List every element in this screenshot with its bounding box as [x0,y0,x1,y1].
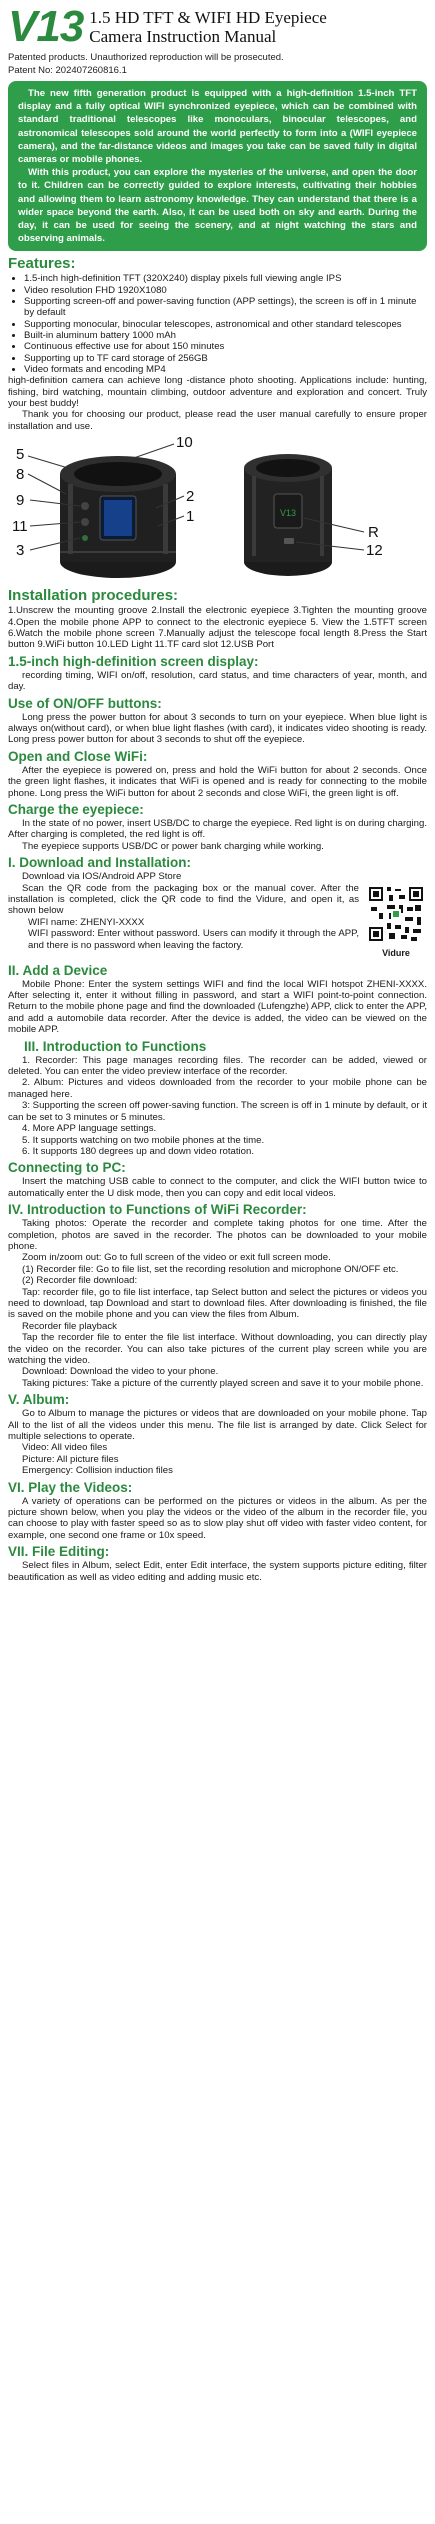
download-heading: I. Download and Installation: [8,855,192,871]
recorder-item: (1) Recorder file: Go to file list, set the recording resolution and microphone ON/OFF etc. [22,1263,399,1275]
qr-code-icon [367,885,425,943]
callout-r: R [368,524,379,542]
function-item: 6. It supports 180 degrees up and down video rotation. [22,1145,255,1157]
callout-2: 2 [186,488,195,506]
product-photos [8,434,427,584]
onoff-heading: Use of ON/OFF buttons: [8,695,162,711]
patent-number: Patent No: 202407260816.1 [8,65,127,76]
feature-item: • Video formats and encoding MP4 [24,364,427,375]
functions-heading: III. Introduction to Functions [24,1038,207,1054]
intro-paragraph-2: With this product, you can explore the mysteries of the universe, and open the door to it. Children can be correctly guided to explore interests, cultivating their hobbies and allowing them to learn astronomy knowledge. They can understand that there is a wider space beyond the earth. Also, it can be used both on sky and earth. During the day, it can be used for seeing the scenery, and at night watching the stars and observing animals. [18,167,417,245]
album-heading: V. Album: [8,1392,70,1408]
callout-12: 12 [366,542,383,560]
model-name: V13 [8,2,84,51]
qr-caption: Vidure [382,947,410,958]
installation-text: 1.Unscrew the mounting groove 2.Install the electronic eyepiece 3.Tighten the mounting groove 4.Open the mobile phone APP to connect to the electronic eyepiece 5. View the 1.5TFT screen 6.Watch the mobile phone screen 7.Manually adjust the telescope focal length 8.Press the Start button 9.WiFi button 10.LED Light 11.TF card slot 12.USB Port [8,605,427,651]
features-list [8,273,427,375]
wifi-heading: Open and Close WiFi: [8,748,148,764]
callout-3: 3 [16,542,25,560]
play-heading: VI. Play the Videos: [8,1479,133,1495]
download-line-2: Scan the QR code from the packaging box or the manual cover. After the installation is completed, click the QR code to find the Vidure, and open it, as shown below [8,882,359,917]
album-text: Go to Album to manage the pictures or videos that are downloaded on your mobile phone. Tap All to the list of all the videos under this menu. The file list is arranged by date. Click Select for multiple selections to operate. [8,1408,427,1443]
function-item: 2. Album: Pictures and videos downloaded from the recorder to your mobile phone can be managed here. [8,1077,427,1100]
recorder-item: Zoom in/zoom out: Go to full screen of the video or exit full screen mode. [22,1252,331,1264]
download-line-1: Download via IOS/Android APP Store [22,871,182,883]
album-item: Emergency: Collision induction files [22,1465,173,1477]
feature-item: • Supporting up to TF card storage of 256GB [24,353,427,364]
pc-heading: Connecting to PC: [8,1160,126,1176]
title-block [89,6,327,46]
recorder-item: Tap the recorder file to enter the file list interface. Without downloading, you can directly play the video on the recorder. You can also take pictures of the current play screen while you are watching the video. [8,1332,427,1367]
recorder-item: (2) Recorder file download: [22,1275,138,1287]
pc-text: Insert the matching USB cable to connect to the computer, and click the WIFI button twice to automatically enter the U disk mode, then you can copy and edit local videos. [8,1176,427,1199]
recorder-item: Recorder file playback [22,1320,117,1332]
features-heading: Features: [8,255,76,273]
play-text: A variety of operations can be performed on the pictures or videos in the album. As per the picture shown below, when you play the videos or the video of the album in the recorder file, you can choose to play with faster speed so as to slow play shut off video with faster video content, for example, one second one frame or 10x speed. [8,1495,427,1541]
wifi-text: After the eyepiece is powered on, press and hold the WiFi button for about 2 seconds. Once the green light flashes, it indicates that WiFi is opened and is ready for connecting to the mobile phone. Long press the WiFi button for about 2 seconds and close WiFi, the green light is off. [8,764,427,799]
callout-5: 5 [16,446,25,464]
patented-notice: Patented products. Unauthorized reproduction will be prosecuted. [8,52,284,63]
callout-9: 9 [16,492,25,510]
title-line-2: Camera Instruction Manual [89,27,277,46]
function-item: 4. More APP language settings. [22,1123,157,1135]
wifi-name-line: WIFI name: ZHENYI-XXXX [28,916,145,928]
wifi-recorder-heading: IV. Introduction to Functions of WiFi Recorder: [8,1202,307,1218]
header [8,2,427,51]
charge-heading: Charge the eyepiece: [8,802,144,818]
feature-item: • Video resolution FHD 1920X1080 [24,285,427,296]
callout-11: 11 [12,518,28,536]
intro-box [8,81,427,251]
thanks-text: Thank you for choosing our product, please read the user manual carefully to ensure proper installation and use. [8,409,427,432]
intro-paragraph-1: The new fifth generation product is equipped with a high-definition 1.5-inch TFT display and a fully optical WIFI synchronized eyepiece, which can be combined with standard traditional telescopes like monoculars, binocular telescopes, and astronomical telescopes sold around the world perfectly to form into a (WIFI eyepiece camera), and the far-distance videos and images you take can be saved fully in digital cameras or mobile phones. [18,88,417,166]
album-item: Picture: All picture files [22,1453,119,1465]
callout-1: 1 [186,508,195,526]
function-item: 5. It supports watching on two mobile phones at the time. [22,1134,265,1146]
installation-heading: Installation procedures: [8,587,179,605]
editing-heading: VII. File Editing: [8,1544,110,1560]
editing-text: Select files in Album, select Edit, enter Edit interface, the system supports picture editing, filter beautification as well as video editing and adding music etc. [8,1560,427,1583]
add-device-text: Mobile Phone: Enter the system settings WIFI and find the local WIFI hotspot ZHENI-XXXX. After selecting it, enter it without filling in password, and start a WIFI point-to-point connection. Return to the mobile phone page and find the downloaded (Lufengzhe) APP, click to enter the APP, and add a automobile data recorder. After the device is added, the video can be viewed on the mobile APP. [8,978,427,1036]
feature-item: • Built-in aluminum battery 1000 mAh [24,330,427,341]
onoff-text: Long press the power button for about 3 seconds to turn on your eyepiece. When blue light is always on(without card), or when blue light flashes (with card), it indicates video shooting is ready. Long press power button for about 3 seconds to shut off the eyepiece. [8,711,427,746]
eyepiece-side-photo [244,454,332,576]
callout-8: 8 [16,466,25,484]
recorder-item: Tap: recorder file, go to file list interface, tap Select button and select the pictures or videos you need to download, tap Download and start to download files. After downloading is finished, the file is saved on the mobile phone and you can view the files from Album. [8,1286,427,1321]
feature-item: • Continuous effective use for about 150 minutes [24,341,427,352]
add-device-heading: II. Add a Device [8,962,108,978]
display-heading: 1.5-inch high-definition screen display: [8,653,259,669]
function-item: 3: Supporting the screen off power-saving function. The screen is off in 1 minute by default, or it can be set to 3 minutes or 5 minutes. [8,1100,427,1123]
features-extra: high-definition camera can achieve long -distance photo shooting. Applications include: hunting, fishing, bird watching, mountain climbing, outdoor adventure and exploration and concert. Truly your best buddy! [8,375,427,409]
title-line-1: 1.5 HD TFT & WIFI HD Eyepiece [89,8,327,27]
callout-10: 10 [176,434,193,452]
product-photo-illustration [8,434,427,584]
eyepiece-front-photo [60,456,176,578]
feature-item: • Supporting monocular, binocular telescopes, astronomical and other standard telescopes [24,319,427,330]
display-text: recording timing, WIFI on/off, resolution, card status, and time characters of year, month, and day. [8,669,427,693]
recorder-item: Taking photos: Operate the recorder and complete taking photos for one time. After the completion, photos are saved in the recorder. The photos can be downloaded to your mobile phone. [8,1218,427,1252]
qr-block [365,885,427,958]
download-section [8,855,427,959]
feature-item: • 1.5-inch high-definition TFT (320X240) display pixels full viewing angle IPS [24,273,427,284]
charge-text-1: In the state of no power, insert USB/DC to charge the eyepiece. Red light is on during charging. After charging is completed, the red light is off. [8,818,427,841]
function-item: 1. Recorder: This page manages recording files. The recorder can be added, viewed or deleted. You can enter the video preview interface of the recorder. [8,1054,427,1078]
recorder-item: Download: Download the video to your phone. [22,1366,219,1378]
album-item: Video: All video files [22,1442,108,1454]
feature-item: • Supporting screen-off and power-saving function (APP settings), the screen is off in 1 minute by default [24,296,427,319]
recorder-item: Taking pictures: Take a picture of the currently played screen and save it to your mobile phone. [22,1377,424,1389]
wifi-password-line: WIFI password: Enter without password. Users can modify it through the APP, and there is no password when leaving the factory. [28,928,359,951]
svg-text:V13: V13 [279,508,297,519]
charge-text-2: The eyepiece supports USB/DC or power bank charging while working. [22,840,324,852]
